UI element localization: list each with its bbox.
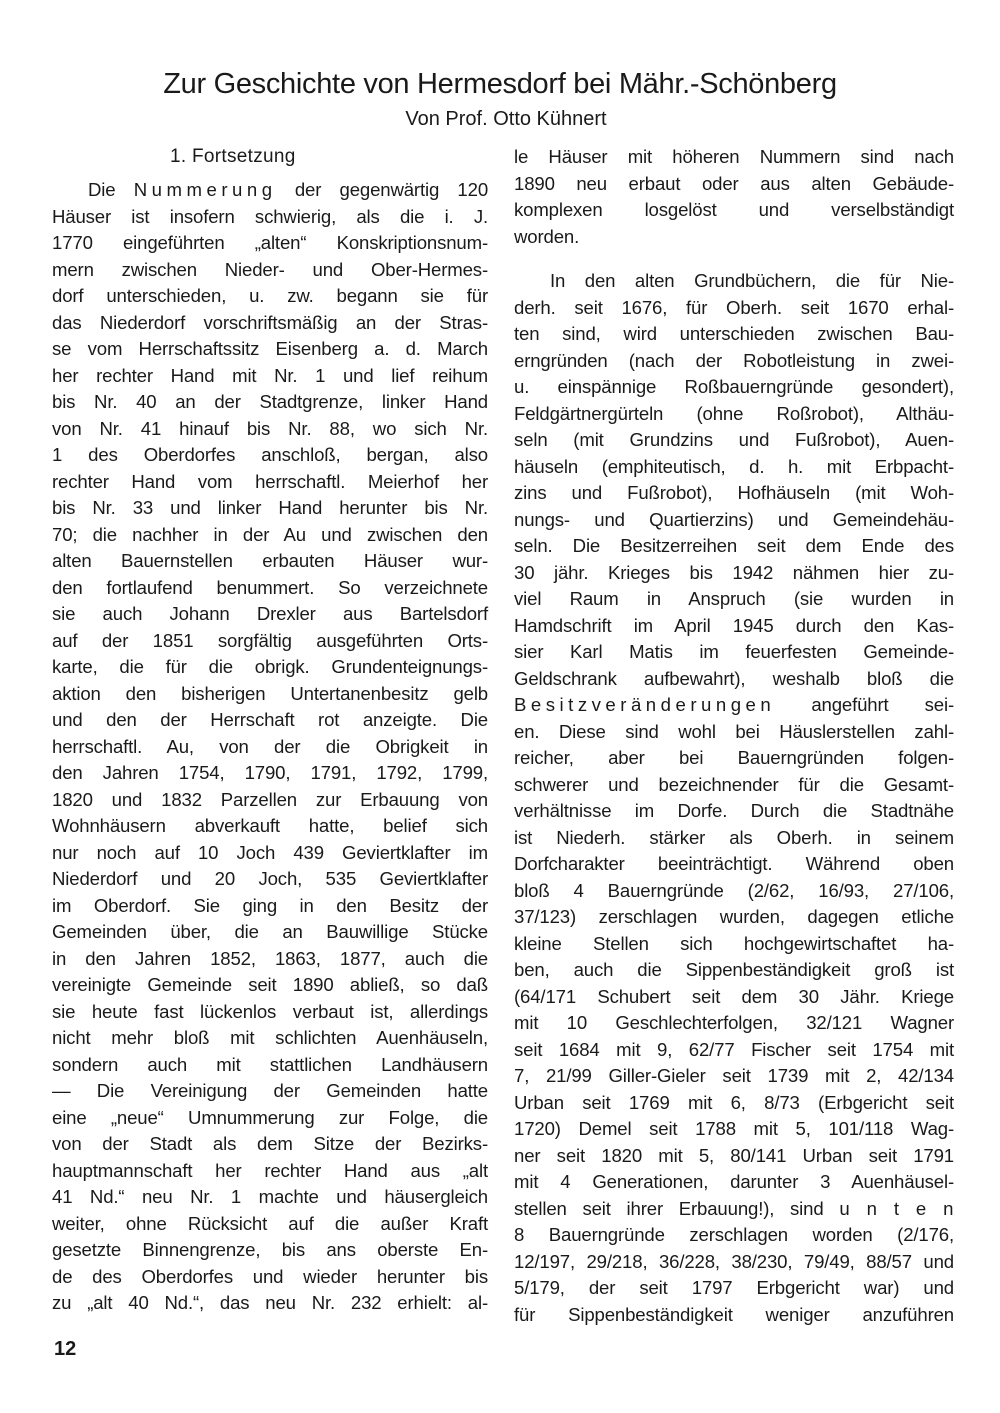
text-line: 1720) Demel seit 1788 mit 5, 101/118 Wag-: [514, 1118, 954, 1139]
text-line: kleine Stellen sich hochgewirtschaftet ha-: [514, 932, 954, 954]
text-line: vereinigte Gemeinde seit 1890 abließ, so daß: [52, 974, 488, 995]
text-line: In den alten Grundbüchern, die für Nie-: [550, 270, 954, 291]
emphasized-word: u n t e n: [839, 1197, 954, 1219]
section-heading: 1. Fortsetzung: [170, 146, 296, 167]
text-line: 30 jähr. Krieges bis 1942 nähmen hier zu-: [514, 561, 954, 583]
emphasized-word: Besitzveränderungen: [514, 694, 776, 715]
text-line: sier Karl Matis im feuerfesten Gemeinde-: [514, 641, 954, 662]
text-line: (64/171 Schubert seit dem 30 Jähr. Kriege: [514, 985, 954, 1007]
text-line: 70; die nachher in der Au und zwischen den: [52, 523, 488, 545]
text-line: Wohnhäusern abverkauft hatte, belief sich: [52, 815, 488, 836]
text-line: mit 4 Generationen, darunter 3 Auenhäusel-: [514, 1171, 954, 1192]
text-line: Die Nummerung der gegenwärtig 120: [88, 179, 489, 200]
text-line: derh. seit 1676, für Oberh. seit 1670 erhal-: [514, 296, 954, 318]
text-line: seln. Die Besitzerreihen seit dem Ende des: [514, 535, 954, 556]
text-line: Urban seit 1769 mit 6, 8/73 (Erbgericht seit: [514, 1091, 954, 1113]
text-line: le Häuser mit höheren Nummern sind nach: [514, 146, 954, 167]
text-line: eine „neue“ Umnummerung zur Folge, die: [52, 1106, 488, 1128]
text-line: se vom Herrschaftssitz Eisenberg a. d. March: [52, 338, 488, 359]
text-line: Besitzveränderungen angeführt sei-: [514, 694, 954, 715]
text-line: 1770 eingeführten „alten“ Konskriptionsnum-: [52, 232, 488, 253]
text-line: ner seit 1820 mit 5, 80/141 Urban seit 1791: [514, 1144, 954, 1166]
text-line: erngründen (nach der Robotleistung in zwei-: [514, 349, 954, 371]
text-line: bis Nr. 33 und linker Hand herunter bis Nr.: [52, 497, 488, 518]
text-line: 8 Bauerngründe zerschlagen worden (2/176,: [514, 1224, 954, 1245]
text-line: Feldgärtnergürteln (ohne Roßrobot), Althäu-: [514, 402, 954, 424]
text-line: 1820 und 1832 Parzellen zur Erbauung von: [52, 788, 488, 810]
text-line: u. einspännige Roßbauerngründe gesondert),: [514, 376, 954, 397]
text-line: mern zwischen Nieder- und Ober-Hermes-: [52, 258, 488, 280]
text-line: für Sippenbeständigkeit weniger anzuführen: [514, 1303, 954, 1325]
right-column: [514, 144, 954, 1328]
text-line: zins und Fußrobot), Hofhäuseln (mit Woh-: [514, 482, 954, 503]
text-line: Häuser ist insofern schwierig, als die i. J.: [52, 205, 488, 227]
text-line: von Nr. 41 hinauf bis Nr. 88, wo sich Nr.: [52, 417, 488, 439]
text-line: 5/179, der seit 1797 Erbgericht war) und: [514, 1277, 954, 1298]
text-line: 7, 21/99 Giller-Gieler seit 1739 mit 2, 42/134: [514, 1065, 954, 1086]
text-line: 12/197, 29/218, 36/228, 38/230, 79/49, 88/57 und: [514, 1250, 954, 1272]
text-line: her rechter Hand mit Nr. 1 und lief reihum: [52, 364, 488, 386]
text-line: rechter Hand vom herrschaftl. Meierhof her: [52, 470, 488, 492]
text-line: schwerer und bezeichnender für die Gesamt-: [514, 773, 954, 795]
text-line: im Oberdorf. Sie ging in den Besitz der: [52, 894, 488, 916]
text-line: weiter, ohne Rücksicht auf die außer Kraft: [52, 1212, 488, 1234]
text-line: den fortlaufend benummert. So verzeichnete: [52, 576, 488, 598]
text-line: und den der Herrschaft rot anzeigte. Die: [52, 709, 488, 730]
paragraph-gap: [514, 250, 954, 268]
text-line: reicher, aber bei Bauerngründen folgen-: [514, 747, 954, 768]
text-line: zu „alt 40 Nd.“, das neu Nr. 232 erhielt: al-: [52, 1292, 488, 1313]
text-line: aktion den bisherigen Untertanenbesitz gelb: [52, 682, 488, 704]
text-line: 41 Nd.“ neu Nr. 1 machte und häusergleich: [52, 1186, 488, 1207]
text-line: Hamdschrift im April 1945 durch den Kas-: [514, 614, 954, 636]
text-line: worden.: [514, 225, 580, 247]
text-line: den Jahren 1754, 1790, 1791, 1792, 1799,: [52, 762, 488, 783]
text-line: komplexen losgelöst und verselbständigt: [514, 199, 954, 220]
text-line: Dorfcharakter beeinträchtigt. Während oben: [514, 853, 954, 874]
text-line: alten Bauernstellen erbauten Häuser wur-: [52, 550, 488, 571]
text-line: von der Stadt als dem Sitze der Bezirks-: [52, 1133, 488, 1154]
text-line: — Die Vereinigung der Gemeinden hatte: [52, 1080, 488, 1101]
text-line: verhältnisse im Dorfe. Durch die Stadtnähe: [514, 800, 954, 821]
text-line: 1 des Oberdorfes anschloß, bergan, also: [52, 444, 488, 465]
text-line: auf der 1851 sorgfältig ausgeführten Orts-: [52, 629, 488, 651]
text-line: bloß 4 Bauerngründe (2/62, 16/93, 27/106,: [514, 879, 954, 901]
text-line: dorf unterschieden, u. zw. begann sie für: [52, 285, 488, 306]
text-line: viel Raum in Anspruch (sie wurden in: [514, 588, 954, 609]
text-line: sie heute fast lückenlos verbaut ist, allerdings: [52, 1000, 488, 1022]
text-line: Niederdorf und 20 Joch, 535 Geviertklafter: [52, 868, 488, 889]
text-line: nur noch auf 10 Joch 439 Geviertklafter im: [52, 841, 488, 863]
text-line: das Niederdorf vorschriftsmäßig an der Stras-: [52, 311, 488, 333]
text-line: sondern auch mit stattlichen Landhäusern: [52, 1053, 488, 1075]
article-title: Zur Geschichte von Hermesdorf bei Mähr.-Schönberg: [163, 68, 837, 100]
text-line: bis Nr. 40 an der Stadtgrenze, linker Hand: [52, 391, 488, 412]
text-line: in den Jahren 1852, 1863, 1877, auch die: [52, 947, 488, 969]
left-column: [52, 177, 488, 1317]
text-line: 1890 neu erbaut oder aus alten Gebäude-: [514, 172, 954, 194]
emphasized-word: Nummerung: [133, 179, 277, 200]
text-line: ben, auch die Sippenbeständigkeit groß ist: [514, 959, 954, 980]
text-line: Geldschrank aufbewahrt), weshalb bloß die: [514, 667, 954, 689]
text-line: stellen seit ihrer Erbauung!), sind u n t e n: [514, 1197, 954, 1219]
page-number: 12: [54, 1338, 77, 1360]
text-line: herrschaftl. Au, von der die Obrigkeit in: [52, 735, 488, 757]
text-line: nungs- und Quartierzins) und Gemeindehäu-: [514, 508, 954, 530]
text-line: sie auch Johann Drexler aus Bartelsdorf: [52, 603, 488, 624]
text-line: 37/123) zerschlagen wurden, dagegen etliche: [514, 906, 954, 927]
author-line: Von Prof. Otto Kühnert: [405, 108, 607, 130]
text-line: de des Oberdorfes und wieder herunter bis: [52, 1265, 488, 1287]
text-line: ist Niederh. stärker als Oberh. in seinem: [514, 826, 954, 848]
text-line: seit 1684 mit 9, 62/77 Fischer seit 1754 mit: [514, 1038, 954, 1060]
text-line: ten sind, wird unterschieden zwischen Bau-: [514, 323, 954, 344]
text-line: hauptmannschaft her rechter Hand aus „alt: [52, 1159, 488, 1181]
text-line: nicht mehr bloß mit schlichten Auenhäuseln,: [52, 1027, 488, 1048]
text-line: gesetzte Binnengrenze, bis ans oberste En-: [52, 1239, 488, 1260]
text-line: Gemeinden über, die an Bauwillige Stücke: [52, 921, 488, 942]
text-line: seln (mit Grundzins und Fußrobot), Auen-: [514, 429, 954, 450]
text-line: en. Diese sind wohl bei Häuslerstellen zahl-: [514, 720, 954, 742]
text-line: karte, die für die obrigk. Grundenteignungs-: [52, 656, 488, 677]
text-line: häuseln (emphiteutisch, d. h. mit Erbpacht-: [514, 455, 954, 477]
text-line: mit 10 Geschlechterfolgen, 32/121 Wagner: [514, 1012, 954, 1033]
